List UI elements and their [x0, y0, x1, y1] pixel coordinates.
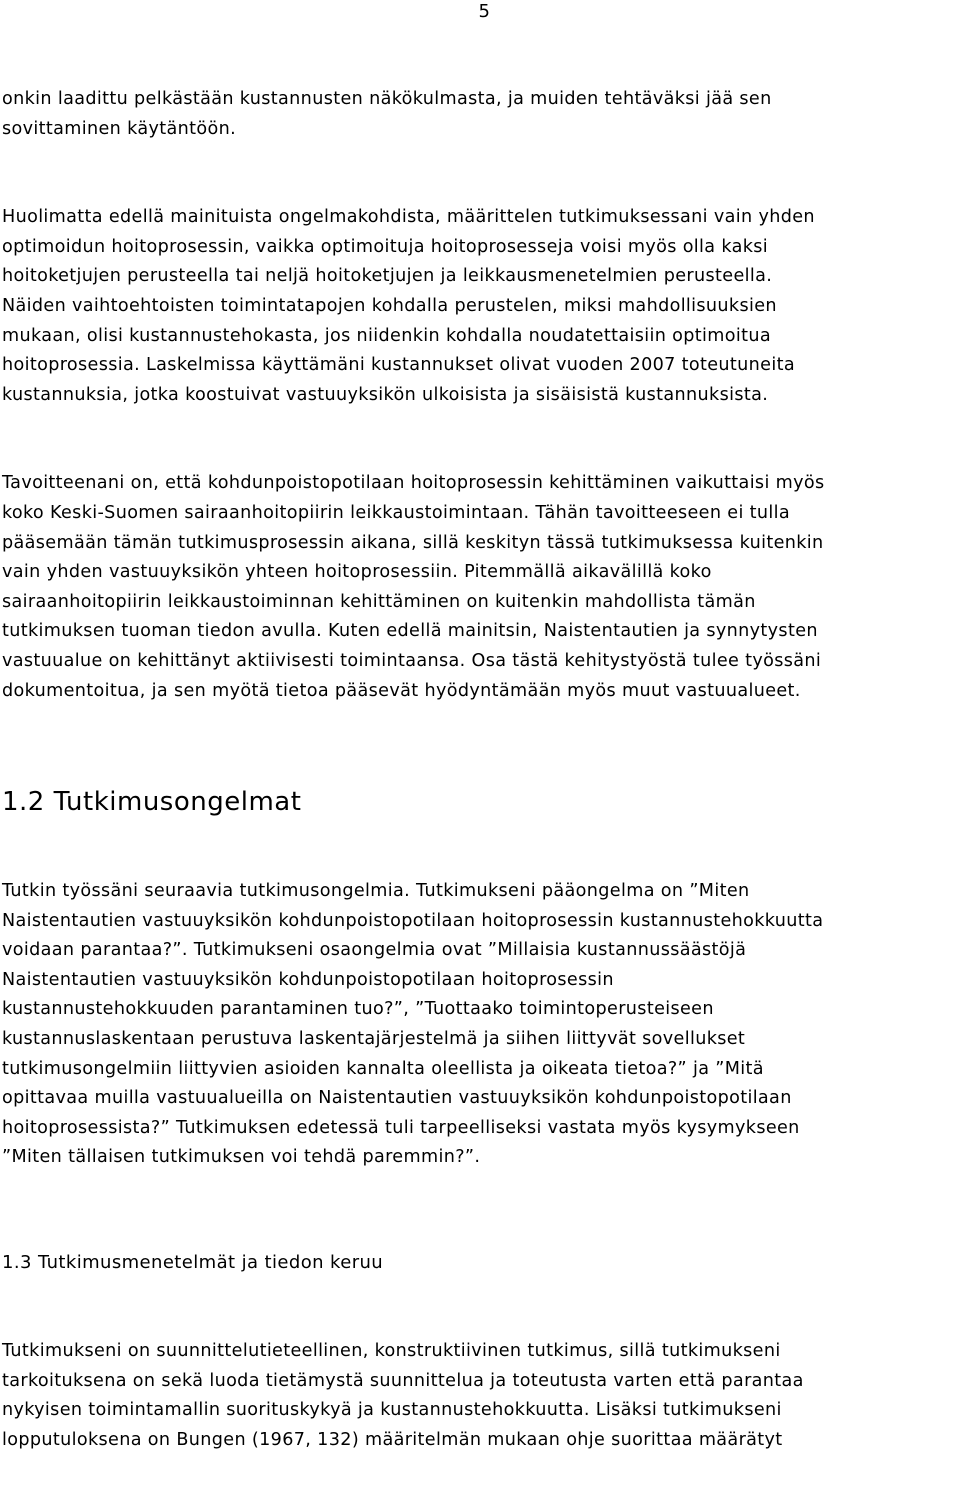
- document-body: [2, 85, 958, 1455]
- text-line: kustannustehokkuuden parantaminen tuo?”, ”Tuottaako toimintoperusteiseen: [2, 999, 714, 1020]
- text-line: Tavoitteenani on, että kohdunpoistopotilaan hoitoprosessin kehittäminen vaikuttaisi myös: [2, 473, 825, 494]
- text-line: hoitoprosessia. Laskelmissa käyttämäni kustannukset olivat vuoden 2007 toteutuneita: [2, 355, 795, 376]
- text-line: tutkimusongelmiin liittyvien asioiden kannalta oleellista ja oikeata tietoa?” ja ”Mitä: [2, 1058, 764, 1079]
- text-line: sairaanhoitopiirin leikkaustoiminnan kehittäminen on kuitenkin mahdollista tämän: [2, 591, 756, 612]
- text-line: lopputuloksena on Bungen (1967, 132) määritelmän mukaan ohje suorittaa määrätyt: [2, 1429, 783, 1450]
- paragraph-research-methods: [2, 1337, 958, 1455]
- text-line: pääsemään tämän tutkimusprosessin aikana, sillä keskityn tässä tutkimuksessa kuitenkin: [2, 532, 824, 553]
- text-line: kustannuksia, jotka koostuivat vastuuyksikön ulkoisista ja sisäisistä kustannuksista.: [2, 384, 769, 405]
- page-number: 5: [478, 1, 490, 22]
- text-line: kustannuslaskentaan perustuva laskentajärjestelmä ja siihen liittyvät sovellukset: [2, 1029, 746, 1050]
- text-line: Tutkin työssäni seuraavia tutkimusongelmia. Tutkimukseni pääongelma on ”Miten: [2, 881, 750, 902]
- text-line: optimoidun hoitoprosessin, vaikka optimoituja hoitoprosesseja voisi myös olla kaksi: [2, 236, 769, 257]
- text-line: koko Keski-Suomen sairaanhoitopiirin leikkaustoimintaan. Tähän tavoitteeseen ei tulla: [2, 502, 791, 523]
- text-line: hoitoprosessista?” Tutkimuksen edetessä tuli tarpeelliseksi vastata myös kysymykseen: [2, 1117, 800, 1138]
- text-line: nykyisen toimintamallin suorituskykyä ja kustannustehokkuutta. Lisäksi tutkimukseni: [2, 1400, 782, 1421]
- text-line: dokumentoitua, ja sen myötä tietoa pääsevät hyödyntämään myös muut vastuualueet.: [2, 680, 801, 701]
- text-line: opittavaa muilla vastuualueilla on Naistentautien vastuuyksikön kohdunpoistopotilaan: [2, 1088, 792, 1109]
- text-line: sovittaminen käytäntöön.: [2, 118, 237, 139]
- section-heading-1-3: 1.3 Tutkimusmenetelmät ja tiedon keruu: [2, 1252, 384, 1274]
- text-line: vain yhden vastuuyksikön yhteen hoitoprosessiin. Pitemmällä aikavälillä koko: [2, 562, 712, 583]
- text-line: tutkimuksen tuoman tiedon avulla. Kuten edellä mainitsin, Naistentautien ja synnytysten: [2, 621, 818, 642]
- paragraph-cost-perspective: [2, 85, 958, 144]
- text-line: mukaan, olisi kustannustehokasta, jos niidenkin kohdalla noudatettaisiin optimoitua: [2, 325, 771, 346]
- paragraph-goal: [2, 469, 958, 706]
- text-line: tarkoituksena on sekä luoda tietämystä suunnittelua ja toteutusta varten että parantaa: [2, 1370, 804, 1391]
- text-line: Näiden vaihtoehtoisten toimintatapojen kohdalla perustelen, miksi mahdollisuuksien: [2, 295, 777, 316]
- text-line: Naistentautien vastuuyksikön kohdunpoistopotilaan hoitoprosessin: [2, 969, 614, 990]
- text-line: Tutkimukseni on suunnittelutieteellinen, konstruktiivinen tutkimus, sillä tutkimukseni: [2, 1341, 781, 1362]
- text-line: ”Miten tällaisen tutkimuksen voi tehdä paremmin?”.: [2, 1147, 481, 1168]
- text-line: hoitoketjujen perusteella tai neljä hoitoketjujen ja leikkausmenetelmien perusteella.: [2, 266, 773, 287]
- section-heading-1-2: 1.2 Tutkimusongelmat: [2, 787, 302, 818]
- text-line: Huolimatta edellä mainituista ongelmakohdista, määrittelen tutkimuksessani vain yhden: [2, 207, 815, 228]
- text-line: vastuualue on kehittänyt aktiivisesti toimintaansa. Osa tästä kehitystyöstä tulee työssäni: [2, 650, 822, 671]
- text-line: voidaan parantaa?”. Tutkimukseni osaongelmia ovat ”Millaisia kustannussäästöjä: [2, 940, 747, 961]
- paragraph-research-problems: [2, 877, 958, 1173]
- text-line: onkin laadittu pelkästään kustannusten näkökulmasta, ja muiden tehtäväksi jää sen: [2, 89, 772, 109]
- paragraph-optimized-process: [2, 203, 958, 410]
- text-line: Naistentautien vastuuyksikön kohdunpoistopotilaan hoitoprosessin kustannustehokkuutta: [2, 910, 824, 931]
